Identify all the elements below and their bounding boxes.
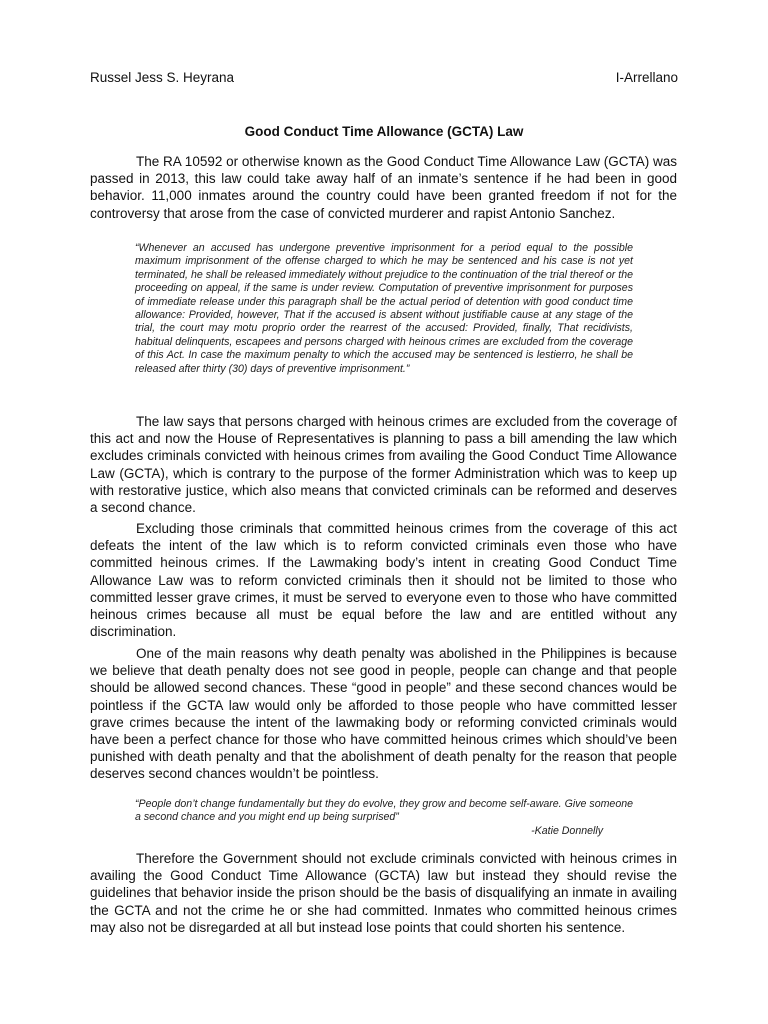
donnelly-quote (135, 798, 633, 838)
paragraph-conclusion: Therefore the Government should not exclude criminals convicted with heinous crimes in availing the Good Conduct Time Allowance (GCTA) law but instead they should revise the guidelines that behavior inside the prison should be the basis of disqualifying an inmate in availing the GCTA and not the crime he or she had committed. Inmates who committed heinous crimes may also not be disregarded at all but instead lose points that could shorten his sentence. (90, 851, 677, 935)
paragraph-intro: The RA 10592 or otherwise known as the Good Conduct Time Allowance Law (GCTA) was passed in 2013, this law could take away half of an inmate’s sentence if he had been in good behavior. 11,000 inmates around the country could have been granted freedom if not for the controversy that arose from the case of convicted murderer and rapist Antonio Sanchez. (90, 154, 677, 221)
class-section: I-Arrellano (615, 70, 678, 85)
donnelly-quote-text: “People don’t change fundamentally but they do evolve, they grow and become self-aware. Give someone a second chance and you might end up being surprised” (135, 798, 633, 824)
author-name: Russel Jess S. Heyrana (90, 70, 235, 85)
document-header (90, 70, 678, 85)
legal-quote: “Whenever an accused has undergone preventive imprisonment for a period equal to the possible maximum imprisonment of the offense charged to which he may be sentenced and his case is not yet terminated, he shall be released immediately without prejudice to the continuation of the trial thereof or the proceeding on appeal, if the same is under review. Computation of preventive imprisonment for purposes of immediate release under this paragraph shall be the actual period of detention with good conduct time allowance: Provided, however, That if the accused is absent without justifiable cause at any stage of the trial, the court may motu proprio order the rearrest of the accused: Provided, finally, That recidivists, habitual delinquents, escapees and persons charged with heinous crimes are excluded from the coverage of this Act. In case the maximum penalty to which the accused may be sentenced is lestierro, he shall be released after thirty (30) days of preventive imprisonment.” (135, 242, 633, 375)
quote-attribution: -Katie Donnelly (531, 824, 603, 837)
paragraph-argument: Excluding those criminals that committed heinous crimes from the coverage of this act defeats the intent of the law which is to reform convicted criminals even those who have committed heinous crimes. If the Lawmaking body’s intent in creating Good Conduct Time Allowance Law was to reform convicted criminals then it should not be limited to those who committed lesser grave crimes, it must be served to everyone even to those who have committed heinous crimes because all must be equal before the law and are entitled without any discrimination. (90, 521, 677, 640)
paragraph-exclusion: The law says that persons charged with heinous crimes are excluded from the coverage of this act and now the House of Representatives is planning to pass a bill amending the law which excludes criminals convicted with heinous crimes from availing the Good Conduct Time Allowance Law (GCTA), which is contrary to the purpose of the former Administration which was to keep up with restorative justice, which also means that convicted criminals can be reformed and deserves a second chance. (90, 414, 677, 516)
document-title: Good Conduct Time Allowance (GCTA) Law (244, 124, 524, 139)
paragraph-death-penalty: One of the main reasons why death penalty was abolished in the Philippines is because we believe that death penalty does not see good in people, people can change and that people should be allowed second chances. These “good in people” and these second chances would be pointless if the GCTA law would only be afforded to those people who have committed lesser grave crimes because the intent of the lawmaking body or reforming convicted criminals would have been a perfect chance for those who have committed heinous crimes which should’ve been punished with death penalty and that the abolishment of death penalty for the reason that people deserves second chances wouldn’t be pointless. (90, 646, 677, 782)
